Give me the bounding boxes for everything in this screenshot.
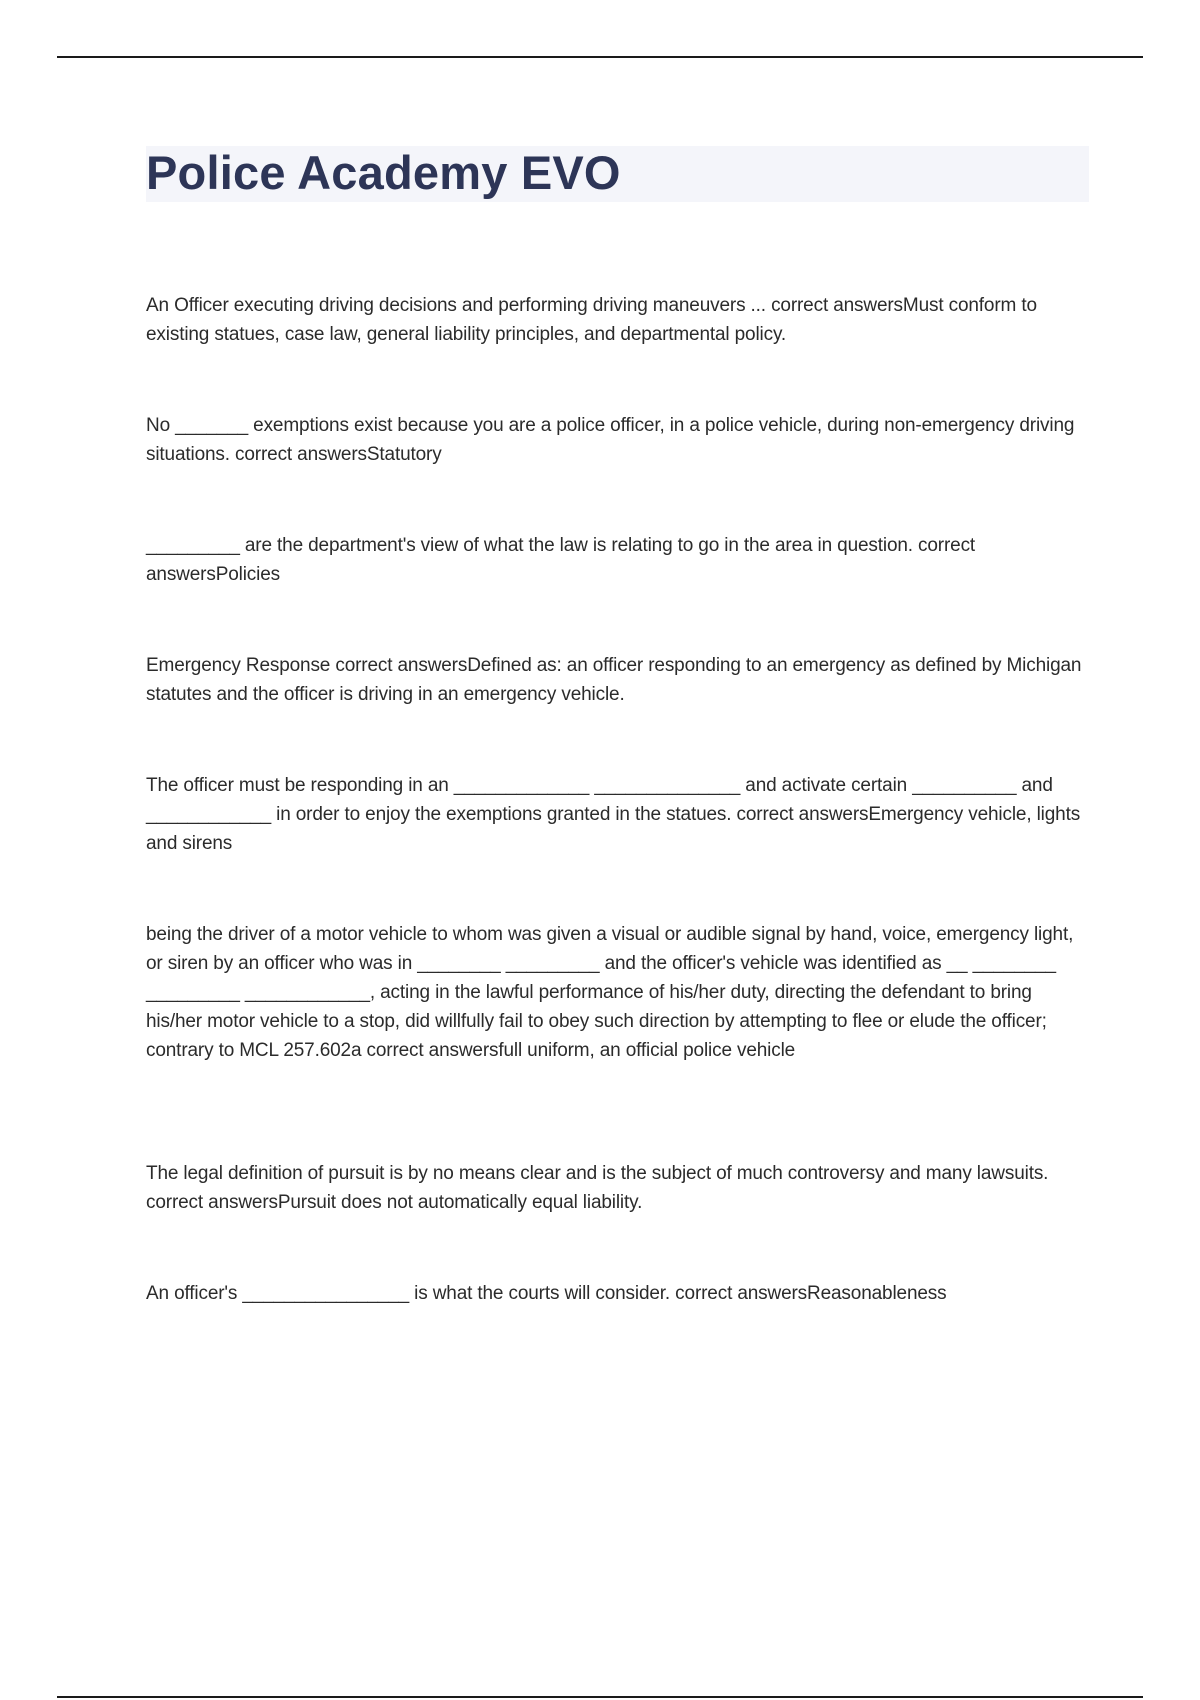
qa-entry-7: The legal definition of pursuit is by no means clear and is the subject of much controversy and many lawsuits. correct answersPursuit does not automatically equal liability. bbox=[146, 1163, 1049, 1213]
qa-entry-1: An Officer executing driving decisions and performing driving maneuvers ... correct answersMust conform to existing statues, case law, general liability principles, and departmental policy. bbox=[146, 295, 1037, 345]
qa-entry-4: Emergency Response correct answersDefined as: an officer responding to an emergency as defined by Michigan statutes and the officer is driving in an emergency vehicle. bbox=[146, 655, 1082, 705]
qa-entry-6: being the driver of a motor vehicle to whom was given a visual or audible signal by hand, voice, emergency light, or siren by an officer who was in ________ _________ and the officer's vehicle was identified as __ ________ _________ ____________, acting in the lawful performance of his/her duty, directing the defendant to bring his/her motor vehicle to a stop, did willfully fail to obey such direction by attempting to flee or elude the officer; contrary to MCL 257.602a correct answersfull uniform, an official police vehicle bbox=[146, 924, 1074, 1061]
qa-entry-3: _________ are the department's view of what the law is relating to go in the area in question. correct answersPolicies bbox=[146, 535, 976, 585]
qa-entry-5: The officer must be responding in an _____________ ______________ and activate certain __________ and ____________ in order to enjoy the exemptions granted in the statues. correct answersEmergency vehicle, lights and sirens bbox=[146, 775, 1081, 854]
qa-entry-2: No _______ exemptions exist because you are a police officer, in a police vehicle, during non-emergency driving situations. correct answersStatutory bbox=[146, 415, 1075, 465]
qa-entry-8: An officer's ________________ is what the courts will consider. correct answersReasonableness bbox=[146, 1283, 947, 1304]
bottom-rule bbox=[57, 1696, 1143, 1698]
top-rule bbox=[57, 56, 1143, 58]
page-title: Police Academy EVO bbox=[146, 146, 621, 199]
